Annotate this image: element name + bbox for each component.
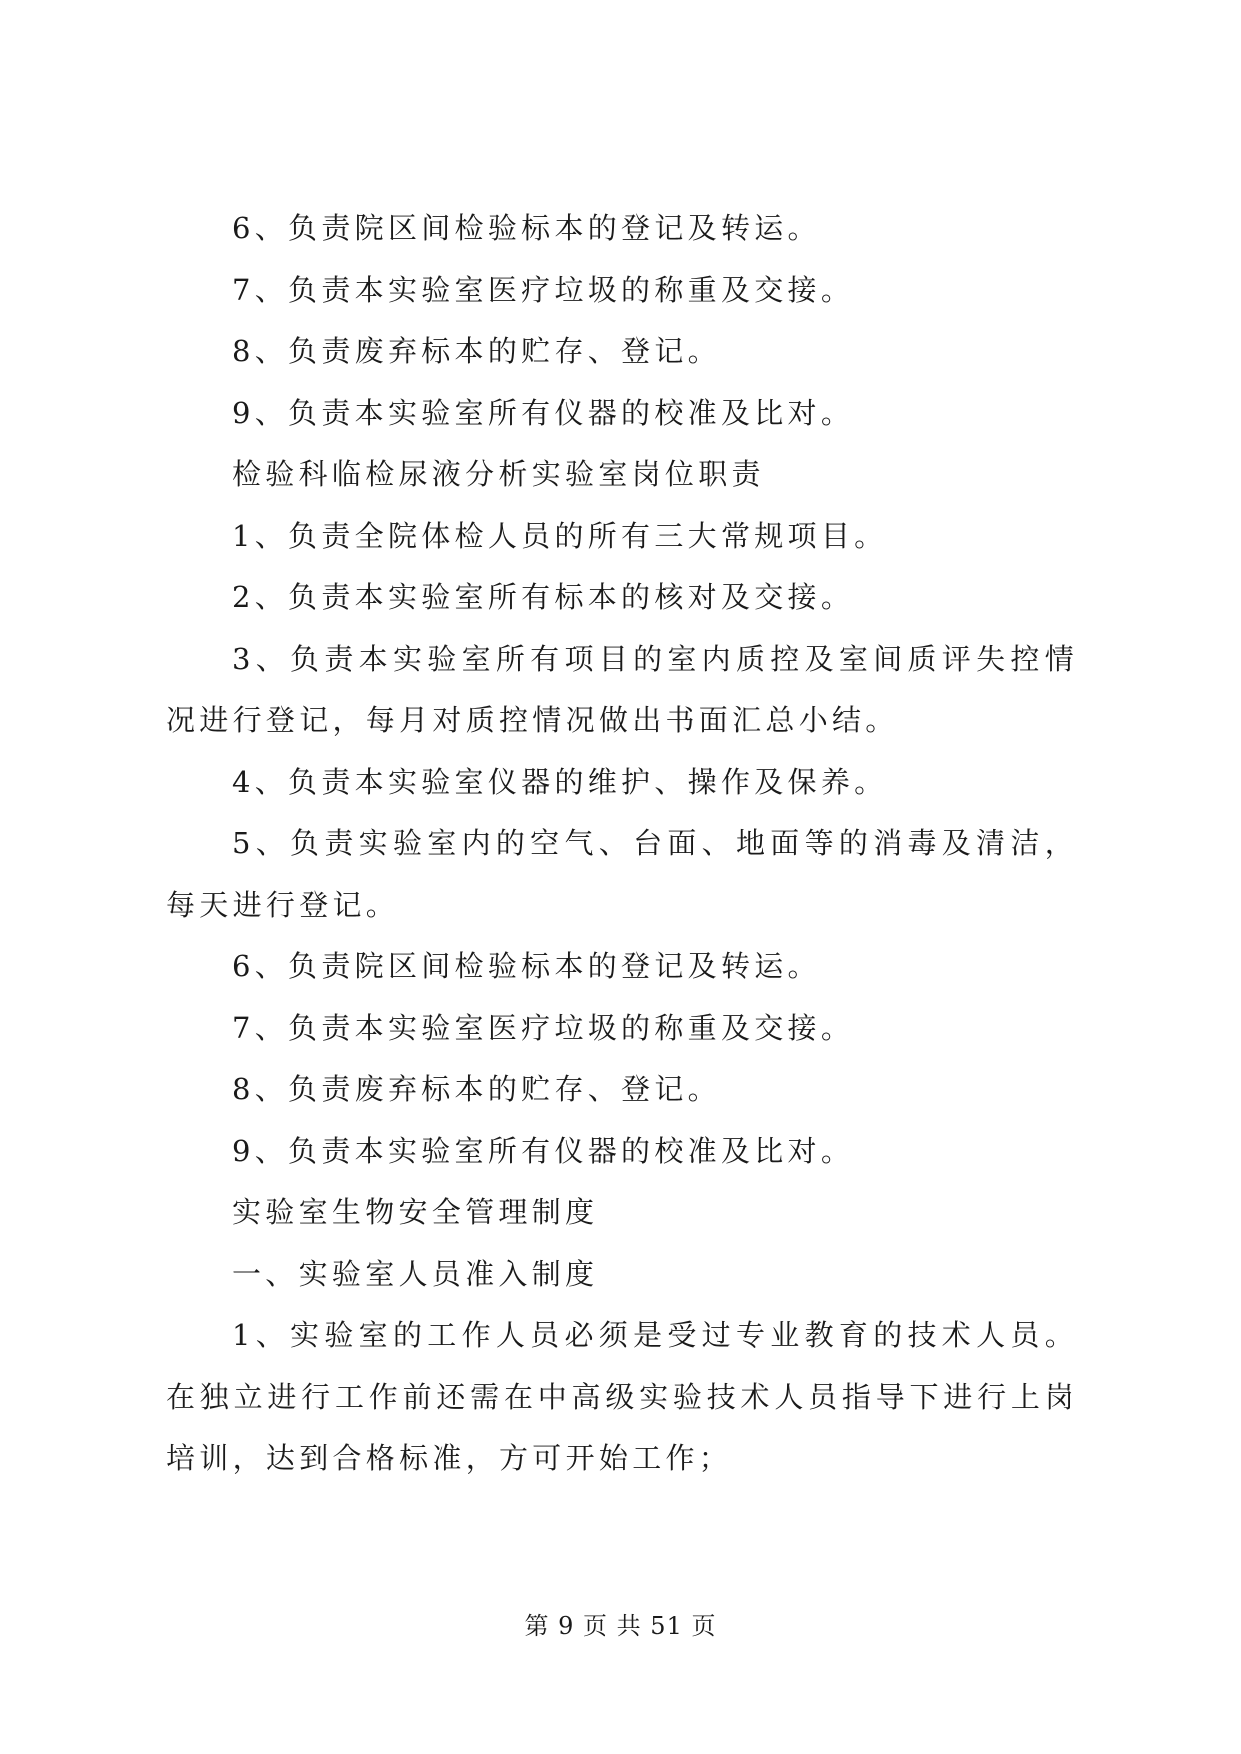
paragraph: 6、负责院区间检验标本的登记及转运。 [232, 949, 821, 983]
section-heading: 一、实验室人员准入制度 [232, 1256, 599, 1291]
paragraph: 1、负责全院体检人员的所有三大常规项目。 [232, 518, 888, 553]
document-body [166, 198, 1078, 1490]
paragraph: 7、负责本实验室医疗垃圾的称重及交接。 [232, 272, 855, 307]
section-heading: 检验科临检尿液分析实验室岗位职责 [232, 457, 765, 491]
paragraph: 8、负责废弃标本的贮存、登记。 [232, 1072, 721, 1106]
paragraph: 9、负责本实验室所有仪器的校准及比对。 [232, 1133, 855, 1168]
paragraph: 1、实验室的工作人员必须是受过专业教育的技术人员。在独立进行工作前还需在中高级实验技术人员指导下进行上岗培训，达到合格标准，方可开始工作； [166, 1318, 1078, 1475]
paragraph: 4、负责本实验室仪器的维护、操作及保养。 [232, 764, 888, 799]
page-number: 第 9 页 共 51 页 [524, 1612, 717, 1640]
paragraph: 5、负责实验室内的空气、台面、地面等的消毒及清洁，每天进行登记。 [166, 826, 1078, 922]
section-heading: 实验室生物安全管理制度 [232, 1195, 599, 1229]
paragraph: 3、负责本实验室所有项目的室内质控及室间质评失控情况进行登记，每月对质控情况做出书面汇总小结。 [166, 641, 1078, 737]
paragraph: 2、负责本实验室所有标本的核对及交接。 [232, 580, 855, 614]
paragraph: 6、负责院区间检验标本的登记及转运。 [232, 211, 821, 245]
paragraph: 7、负责本实验室医疗垃圾的称重及交接。 [232, 1010, 855, 1045]
paragraph: 8、负责废弃标本的贮存、登记。 [232, 334, 721, 368]
paragraph: 9、负责本实验室所有仪器的校准及比对。 [232, 395, 855, 430]
